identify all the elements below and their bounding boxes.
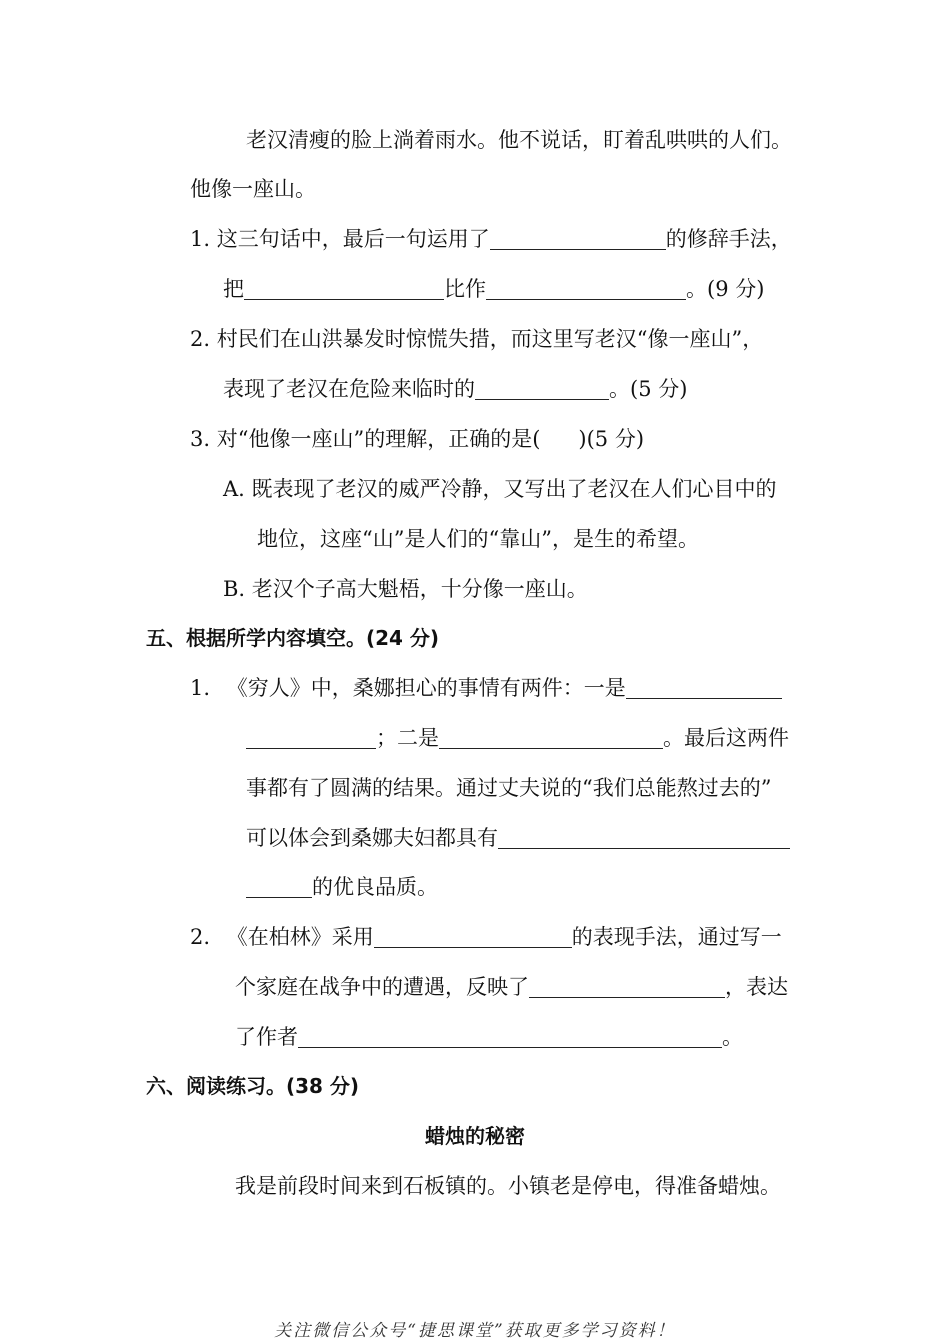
option-a-line-1[interactable]: A. 既表现了老汉的威严冷静，又写出了老汉在人们心目中的 <box>223 477 777 501</box>
question-text: 对“他像一座山”的理解，正确的是( <box>216 427 541 451</box>
section-5-q2-line-3 <box>235 1022 743 1052</box>
question-text: 比作 <box>444 277 486 301</box>
question-text: 《穷人》中，桑娜担心的事情有两件：一是 <box>226 676 626 700</box>
question-text: 把 <box>223 277 244 301</box>
question-1-line-2 <box>223 274 764 304</box>
answer-blank[interactable] <box>298 1025 722 1048</box>
reading-first-line: 我是前段时间来到石板镇的。小镇老是停电，得准备蜡烛。 <box>235 1174 781 1198</box>
answer-blank[interactable] <box>246 726 376 749</box>
answer-blank[interactable] <box>529 975 725 998</box>
question-number: 1. <box>190 676 211 700</box>
answer-blank[interactable] <box>626 676 782 699</box>
answer-blank[interactable] <box>246 875 312 898</box>
question-number: 2. <box>190 925 211 949</box>
question-text: 的修辞手法， <box>665 227 792 251</box>
question-text: 的表现手法，通过写一 <box>571 925 782 949</box>
question-text: 。 <box>722 1025 743 1049</box>
question-score: 。(9 分) <box>686 277 765 301</box>
question-score: )(5 分) <box>578 427 645 451</box>
question-score: 。(5 分) <box>609 377 688 401</box>
passage-line-1: 老汉清瘦的脸上淌着雨水。他不说话，盯着乱哄哄的人们。 <box>246 128 792 152</box>
answer-blank[interactable] <box>498 826 790 849</box>
answer-blank[interactable] <box>439 726 663 749</box>
question-text: 《在柏林》采用 <box>226 925 374 949</box>
passage-line-2: 他像一座山。 <box>190 177 316 201</box>
question-text: 村民们在山洪暴发时惊慌失措，而这里写老汉“像一座山”， <box>216 327 764 351</box>
question-2-line-2 <box>223 374 687 404</box>
question-2-line-1 <box>190 324 763 354</box>
option-a-line-2: 地位，这座“山”是人们的“靠山”，是生的希望。 <box>257 527 699 551</box>
reading-title: 蜡烛的秘密 <box>425 1124 525 1148</box>
answer-blank[interactable] <box>486 277 686 300</box>
question-text: 表现了老汉在危险来临时的 <box>223 377 475 401</box>
question-text: 可以体会到桑娜夫妇都具有 <box>246 826 498 850</box>
question-number: 2. <box>190 327 211 351</box>
question-number: 1. <box>190 227 211 251</box>
question-1-line-1 <box>190 224 792 254</box>
question-text: 的优良品质。 <box>312 875 438 899</box>
section-5-q1-line-2 <box>246 723 789 753</box>
question-3-line-1 <box>190 424 644 454</box>
answer-blank[interactable] <box>374 925 572 948</box>
answer-blank[interactable] <box>244 277 444 300</box>
section-5-q1-line-5 <box>246 872 438 902</box>
question-text: 了作者 <box>235 1025 298 1049</box>
question-text: ，表达 <box>725 975 788 999</box>
section-5-heading: 五、根据所学内容填空。(24 分) <box>146 626 440 650</box>
question-text: ；二是 <box>376 726 439 750</box>
answer-blank[interactable] <box>475 377 609 400</box>
question-text: 个家庭在战争中的遭遇，反映了 <box>235 975 529 999</box>
question-text: 。最后这两件 <box>663 726 789 750</box>
section-5-q1-line-4 <box>246 823 790 853</box>
section-5-q1-line-3: 事都有了圆满的结果。通过丈夫说的“我们总能熬过去的” <box>246 776 772 800</box>
question-text: 这三句话中，最后一句运用了 <box>216 227 490 251</box>
section-5-q2-line-1 <box>190 922 782 952</box>
section-6-heading: 六、阅读练习。(38 分) <box>146 1074 360 1098</box>
section-5-q2-line-2 <box>235 972 788 1002</box>
section-5-q1-line-1 <box>190 673 782 703</box>
footer-note: 关注微信公众号“捷思课堂”获取更多学习资料！ <box>274 1321 676 1341</box>
question-number: 3. <box>190 427 211 451</box>
answer-blank[interactable] <box>490 227 666 250</box>
option-b[interactable]: B. 老汉个子高大魁梧，十分像一座山。 <box>223 577 588 601</box>
